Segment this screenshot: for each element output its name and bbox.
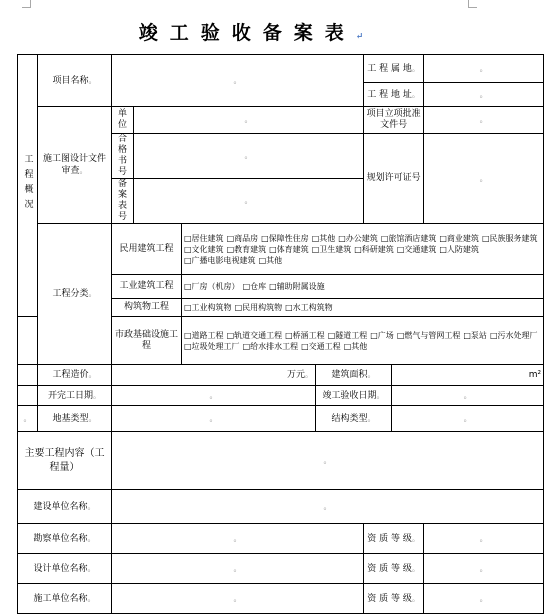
cell-mark: 。 [411, 593, 420, 603]
industrial-option[interactable]: □仓库 [242, 282, 267, 291]
cert-label-text: 合格书号 [117, 134, 127, 177]
row-spacer [18, 386, 38, 406]
cell-mark: 。 [479, 563, 488, 573]
structure-option[interactable]: □民用构筑物 [234, 303, 283, 312]
category-label-text: 工程分类 [52, 289, 89, 299]
accept-date-field[interactable] [392, 386, 544, 406]
project-name-label-text: 项目名称 [52, 75, 89, 86]
structure-options [182, 299, 544, 317]
record-label [112, 179, 134, 224]
designer-qual-field[interactable] [424, 554, 544, 584]
address-label [364, 83, 424, 107]
municipal-label-text: 市政基础设施工程 [114, 329, 178, 351]
survey-qual-label [364, 524, 424, 554]
cert-label [112, 134, 134, 179]
unit-label [112, 107, 134, 134]
structure-option[interactable]: □工业构筑物 [184, 303, 232, 312]
permit-label [364, 134, 424, 224]
project-name-field[interactable] [112, 55, 364, 107]
area-label [316, 365, 392, 386]
civil-option[interactable]: □商品房 [226, 233, 259, 243]
constructor-label [18, 584, 112, 614]
municipal-option[interactable]: □污水处理厂 [489, 330, 538, 340]
cell-mark: 。 [233, 533, 242, 543]
cell-mark: 。 [79, 165, 88, 175]
cell-mark: 。 [88, 370, 97, 379]
foundation-label-text: 地基类型 [52, 413, 89, 424]
civil-option[interactable]: □广播电影电视建筑 [184, 255, 256, 265]
designer-field[interactable] [112, 554, 364, 584]
civil-option[interactable]: □保障性住房 [261, 233, 309, 243]
cell-mark: 。 [305, 370, 313, 379]
unit-label-text: 单位 [117, 109, 127, 130]
acceptance-record-table [17, 54, 544, 614]
cell-mark: 。 [87, 563, 96, 573]
civil-options [182, 224, 544, 275]
area-unit-text: m² [528, 369, 542, 380]
title-text: 竣工验收备案表 [138, 22, 356, 44]
survey-label [18, 524, 112, 554]
builder-field[interactable] [112, 490, 544, 524]
cost-label-text: 工程造价 [52, 370, 89, 380]
overview-spacer [18, 317, 38, 365]
builder-label-text: 建设单位名称 [33, 501, 88, 512]
civil-option[interactable]: □科研建筑 [354, 244, 394, 254]
constructor-field[interactable] [112, 584, 364, 614]
civil-option[interactable]: □商业建筑 [439, 233, 479, 243]
address-field[interactable] [424, 83, 544, 107]
cell-mark: 。 [88, 289, 97, 298]
designer-qual-label-text: 资 质 等 级 [367, 563, 412, 574]
industrial-option[interactable]: □厂房（机房） [184, 282, 240, 291]
category-label [38, 224, 112, 365]
cell-mark: 。 [88, 413, 97, 423]
civil-option[interactable]: □其他 [258, 255, 283, 265]
cell-mark: 。 [23, 413, 32, 423]
permit-label-text: 规划许可证号 [366, 173, 421, 183]
record-field[interactable] [134, 179, 364, 224]
builder-label [18, 490, 112, 524]
constructor-qual-label [364, 584, 424, 614]
cell-mark: 。 [463, 413, 472, 423]
cell-mark: 。 [411, 89, 420, 99]
cell-mark: 。 [479, 63, 488, 73]
cell-mark: 。 [93, 390, 101, 400]
cell-mark: 。 [411, 63, 420, 73]
municipal-option[interactable]: □交通工程 [301, 341, 341, 351]
constructor-qual-label-text: 资 质 等 级 [367, 593, 412, 604]
location-label-text: 工 程 属 地 [367, 63, 412, 74]
permit-field[interactable] [424, 134, 544, 224]
page-title [0, 18, 502, 45]
municipal-label [112, 317, 182, 365]
cell-mark: 。 [87, 501, 96, 511]
civil-option[interactable]: □文化建筑 [184, 244, 224, 254]
survey-qual-field[interactable] [424, 524, 544, 554]
location-field[interactable] [424, 55, 544, 83]
cost-field[interactable] [112, 365, 316, 386]
project-overview-label [18, 55, 38, 317]
location-label [364, 55, 424, 83]
civil-label [112, 224, 182, 275]
civil-option[interactable]: □办公建筑 [338, 233, 378, 243]
survey-field[interactable] [112, 524, 364, 554]
address-label-text: 工 程 地 址 [367, 89, 412, 100]
project-overview-text: 工程概况 [22, 153, 33, 214]
constructor-label-text: 施工单位名称 [33, 593, 88, 604]
civil-option[interactable]: □卫生建筑 [311, 244, 352, 254]
cell-mark: 。 [463, 390, 472, 400]
approval-doc-field[interactable] [424, 107, 544, 134]
cell-mark: 。 [479, 533, 488, 543]
accept-date-label [316, 386, 392, 406]
area-label-text: 建筑面积 [331, 370, 368, 380]
foundation-field[interactable] [112, 406, 316, 432]
municipal-option[interactable]: □燃气与管网工程 [396, 330, 461, 340]
cost-label [38, 365, 112, 386]
civil-option[interactable]: □体育建筑 [269, 244, 309, 254]
cell-mark: 。 [233, 593, 242, 603]
structure-option[interactable]: □水工构筑物 [285, 303, 333, 312]
cell-mark: 。 [233, 75, 242, 85]
start-date-label-text: 开完工日期 [47, 390, 93, 401]
municipal-options [182, 317, 544, 365]
page-corner-marker-left [22, 0, 31, 8]
municipal-option[interactable]: □泵站 [463, 330, 487, 340]
cell-mark: 。 [209, 390, 218, 400]
cell-mark: 。 [244, 151, 253, 160]
cell-mark: 。 [244, 115, 253, 124]
structure-label-text: 构筑物工程 [123, 302, 169, 312]
survey-qual-label-text: 资 质 等 级 [367, 533, 412, 544]
cell-mark: 。 [411, 533, 420, 543]
survey-label-text: 勘察单位名称 [33, 533, 88, 544]
unit-field[interactable] [134, 107, 364, 134]
cell-mark: 。 [479, 89, 488, 99]
content-label-text: 主要工程内容（工程量） [24, 447, 105, 473]
content-field[interactable] [112, 432, 544, 490]
municipal-option[interactable]: □广场 [370, 330, 394, 340]
designer-label-text: 设计单位名称 [33, 563, 88, 574]
cell-mark: 。 [367, 370, 376, 379]
industrial-option[interactable]: □辅助附属设施 [269, 282, 325, 291]
civil-option[interactable]: □交通建筑 [396, 244, 437, 254]
project-name-label [38, 55, 112, 107]
municipal-option[interactable]: □其他 [343, 341, 368, 351]
civil-option[interactable]: □民族服务建筑 [481, 233, 538, 243]
civil-option[interactable]: □其他 [311, 233, 336, 243]
cell-mark: 。 [87, 593, 96, 603]
paragraph-mark-icon: ↵ [355, 32, 364, 42]
designer-qual-label [364, 554, 424, 584]
cost-unit-text: 万元 [286, 370, 305, 380]
structure-label [112, 299, 182, 317]
cell-mark: 。 [479, 593, 488, 603]
municipal-option[interactable]: □桥涵工程 [285, 330, 325, 340]
structure-type-label [316, 406, 392, 432]
cell-mark: 。 [88, 75, 97, 85]
municipal-option[interactable]: □轨道交通工程 [226, 330, 283, 340]
row-spacer [18, 406, 38, 432]
civil-option[interactable]: □教育建筑 [226, 244, 267, 254]
cell-mark: 。 [323, 501, 332, 511]
industrial-label-text: 工业建筑工程 [119, 281, 174, 291]
municipal-option[interactable]: □道路工程 [184, 330, 224, 340]
row-spacer [18, 365, 38, 386]
cell-mark: 。 [411, 563, 420, 573]
record-label-text: 备案表号 [117, 179, 127, 222]
start-date-field[interactable] [112, 386, 316, 406]
approval-doc-label [364, 107, 424, 134]
municipal-option[interactable]: □隧道工程 [327, 330, 368, 340]
design-review-label [38, 107, 112, 224]
civil-option[interactable]: □居住建筑 [184, 233, 224, 243]
municipal-option[interactable]: □给水排水工程 [242, 341, 299, 351]
start-date-label [38, 386, 112, 406]
cert-field[interactable] [134, 134, 364, 179]
structure-type-field[interactable] [392, 406, 544, 432]
accept-date-label-text: 竣工验收日期 [322, 390, 377, 401]
content-label [18, 432, 112, 490]
cell-mark: 。 [87, 533, 96, 543]
industrial-label [112, 275, 182, 299]
design-review-label-text: 施工图设计文件审查 [42, 153, 106, 176]
civil-option[interactable]: □旅馆酒店建筑 [380, 233, 437, 243]
cell-mark: 。 [479, 173, 488, 183]
approval-doc-label-text: 项目立项批准文件号 [366, 109, 421, 130]
municipal-option[interactable]: □垃圾处理工厂 [184, 341, 240, 351]
cell-mark: 。 [323, 455, 332, 465]
cell-mark: 。 [244, 196, 253, 205]
civil-option[interactable]: □人防建筑 [439, 244, 479, 254]
cell-mark: 。 [209, 413, 218, 423]
page-corner-marker-right [468, 0, 477, 8]
civil-label-text: 民用建筑工程 [119, 243, 174, 254]
cell-mark: 。 [479, 115, 488, 124]
cell-mark: 。 [233, 563, 242, 573]
constructor-qual-field[interactable] [424, 584, 544, 614]
industrial-options [182, 275, 544, 299]
area-field[interactable] [392, 365, 544, 386]
cell-mark: 。 [367, 413, 376, 423]
designer-label [18, 554, 112, 584]
structure-type-label-text: 结构类型 [331, 413, 368, 424]
foundation-label [38, 406, 112, 432]
cell-mark: 。 [376, 390, 385, 400]
